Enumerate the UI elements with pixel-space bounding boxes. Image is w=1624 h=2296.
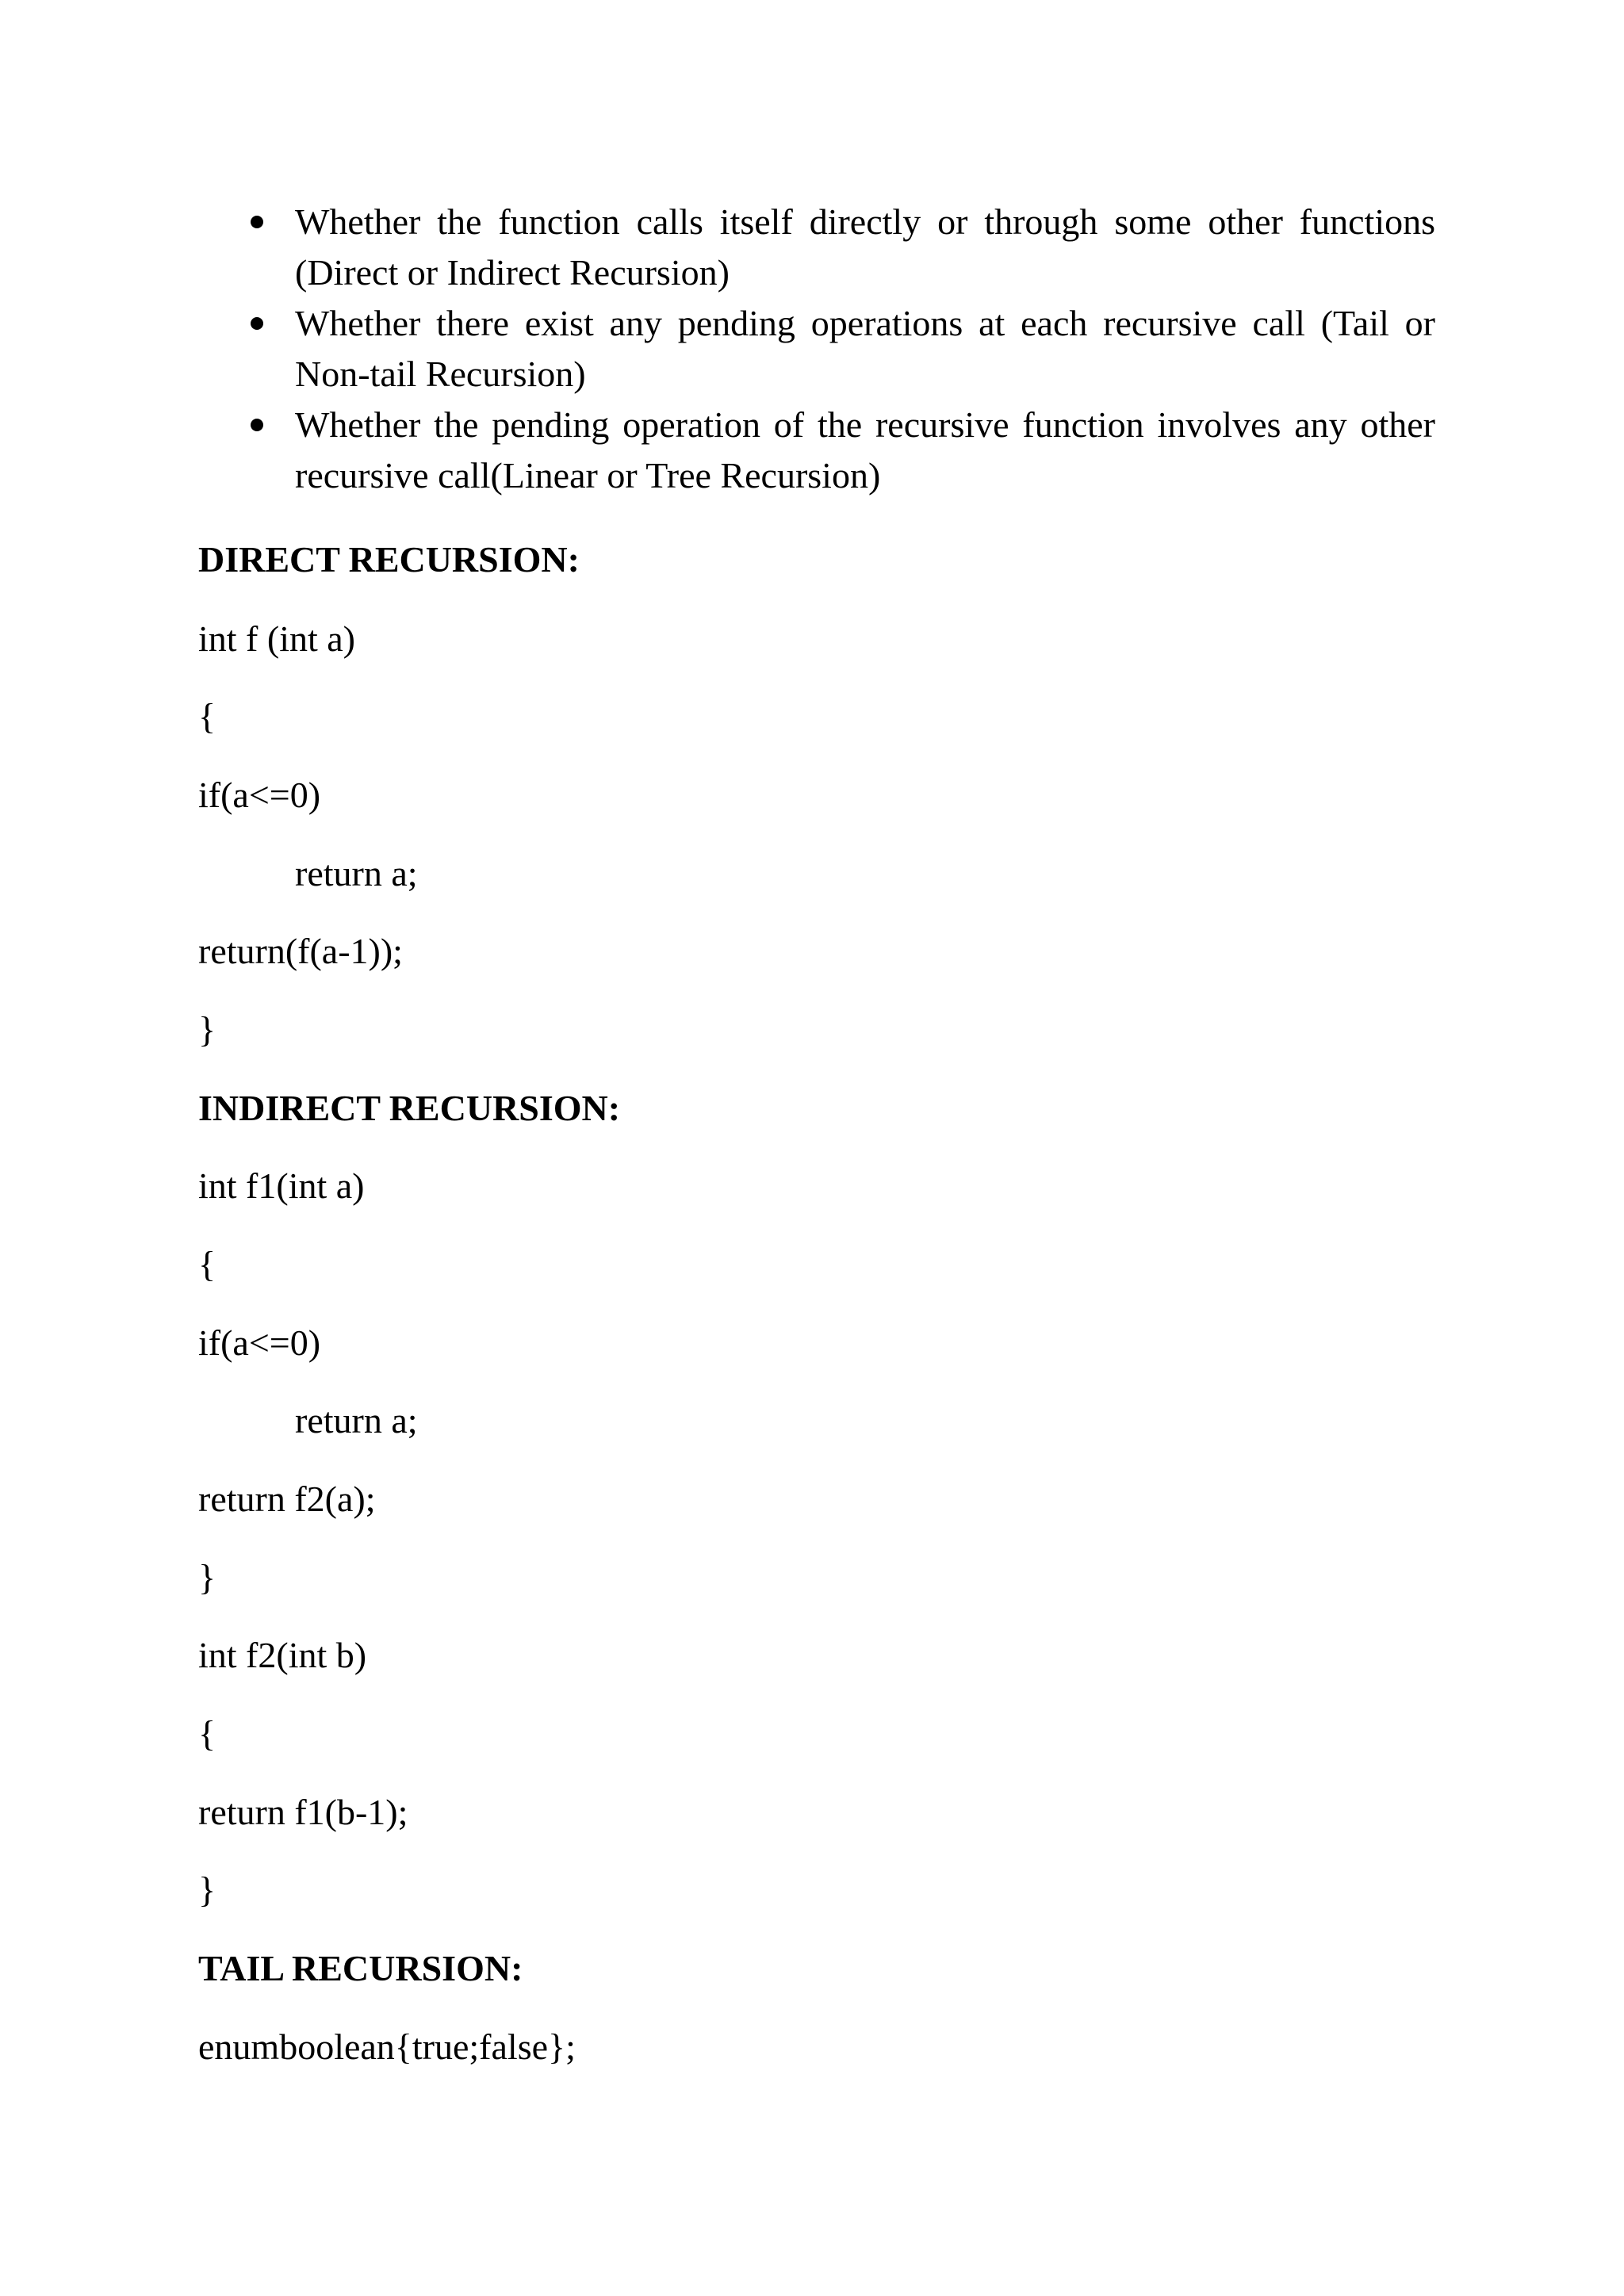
code-line: if(a<=0) <box>198 775 321 815</box>
code-line: return a; <box>295 853 418 894</box>
list-item <box>238 400 1435 501</box>
code-line: int f1(int a) <box>198 1165 365 1206</box>
indirect-recursion-heading: INDIRECT RECURSION: <box>198 1088 621 1128</box>
bullet-icon <box>251 419 263 431</box>
code-line: return f1(b-1); <box>198 1792 408 1832</box>
code-line: { <box>198 1713 216 1754</box>
code-line: } <box>198 1869 216 1910</box>
list-item <box>238 197 1435 298</box>
code-line: return(f(a-1)); <box>198 931 403 971</box>
tail-recursion-heading: TAIL RECURSION: <box>198 1948 523 1988</box>
code-line: int f (int a) <box>198 618 355 659</box>
list-item-text: Whether the function calls itself directly or through some other functions (Direct or Indirect Recursion) <box>295 201 1435 293</box>
code-line: if(a<=0) <box>198 1322 321 1363</box>
code-line: { <box>198 1244 216 1284</box>
direct-recursion-heading: DIRECT RECURSION: <box>198 539 580 580</box>
list-item-text: Whether there exist any pending operations at each recursive call (Tail or Non-tail Recursion) <box>295 303 1435 394</box>
recursion-criteria-list <box>238 197 1435 501</box>
list-item <box>238 298 1435 400</box>
code-line: return f2(a); <box>198 1479 376 1519</box>
code-line: return a; <box>295 1400 418 1441</box>
code-line: int f2(int b) <box>198 1635 367 1675</box>
code-line: { <box>198 696 216 737</box>
bullet-icon <box>251 216 263 228</box>
code-line: } <box>198 1009 216 1050</box>
code-line: enumboolean{true;false}; <box>198 2026 576 2067</box>
bullet-icon <box>251 317 263 330</box>
code-line: } <box>198 1557 216 1598</box>
list-item-text: Whether the pending operation of the recursive function involves any other recursive call(Linear or Tree Recursion) <box>295 404 1435 496</box>
